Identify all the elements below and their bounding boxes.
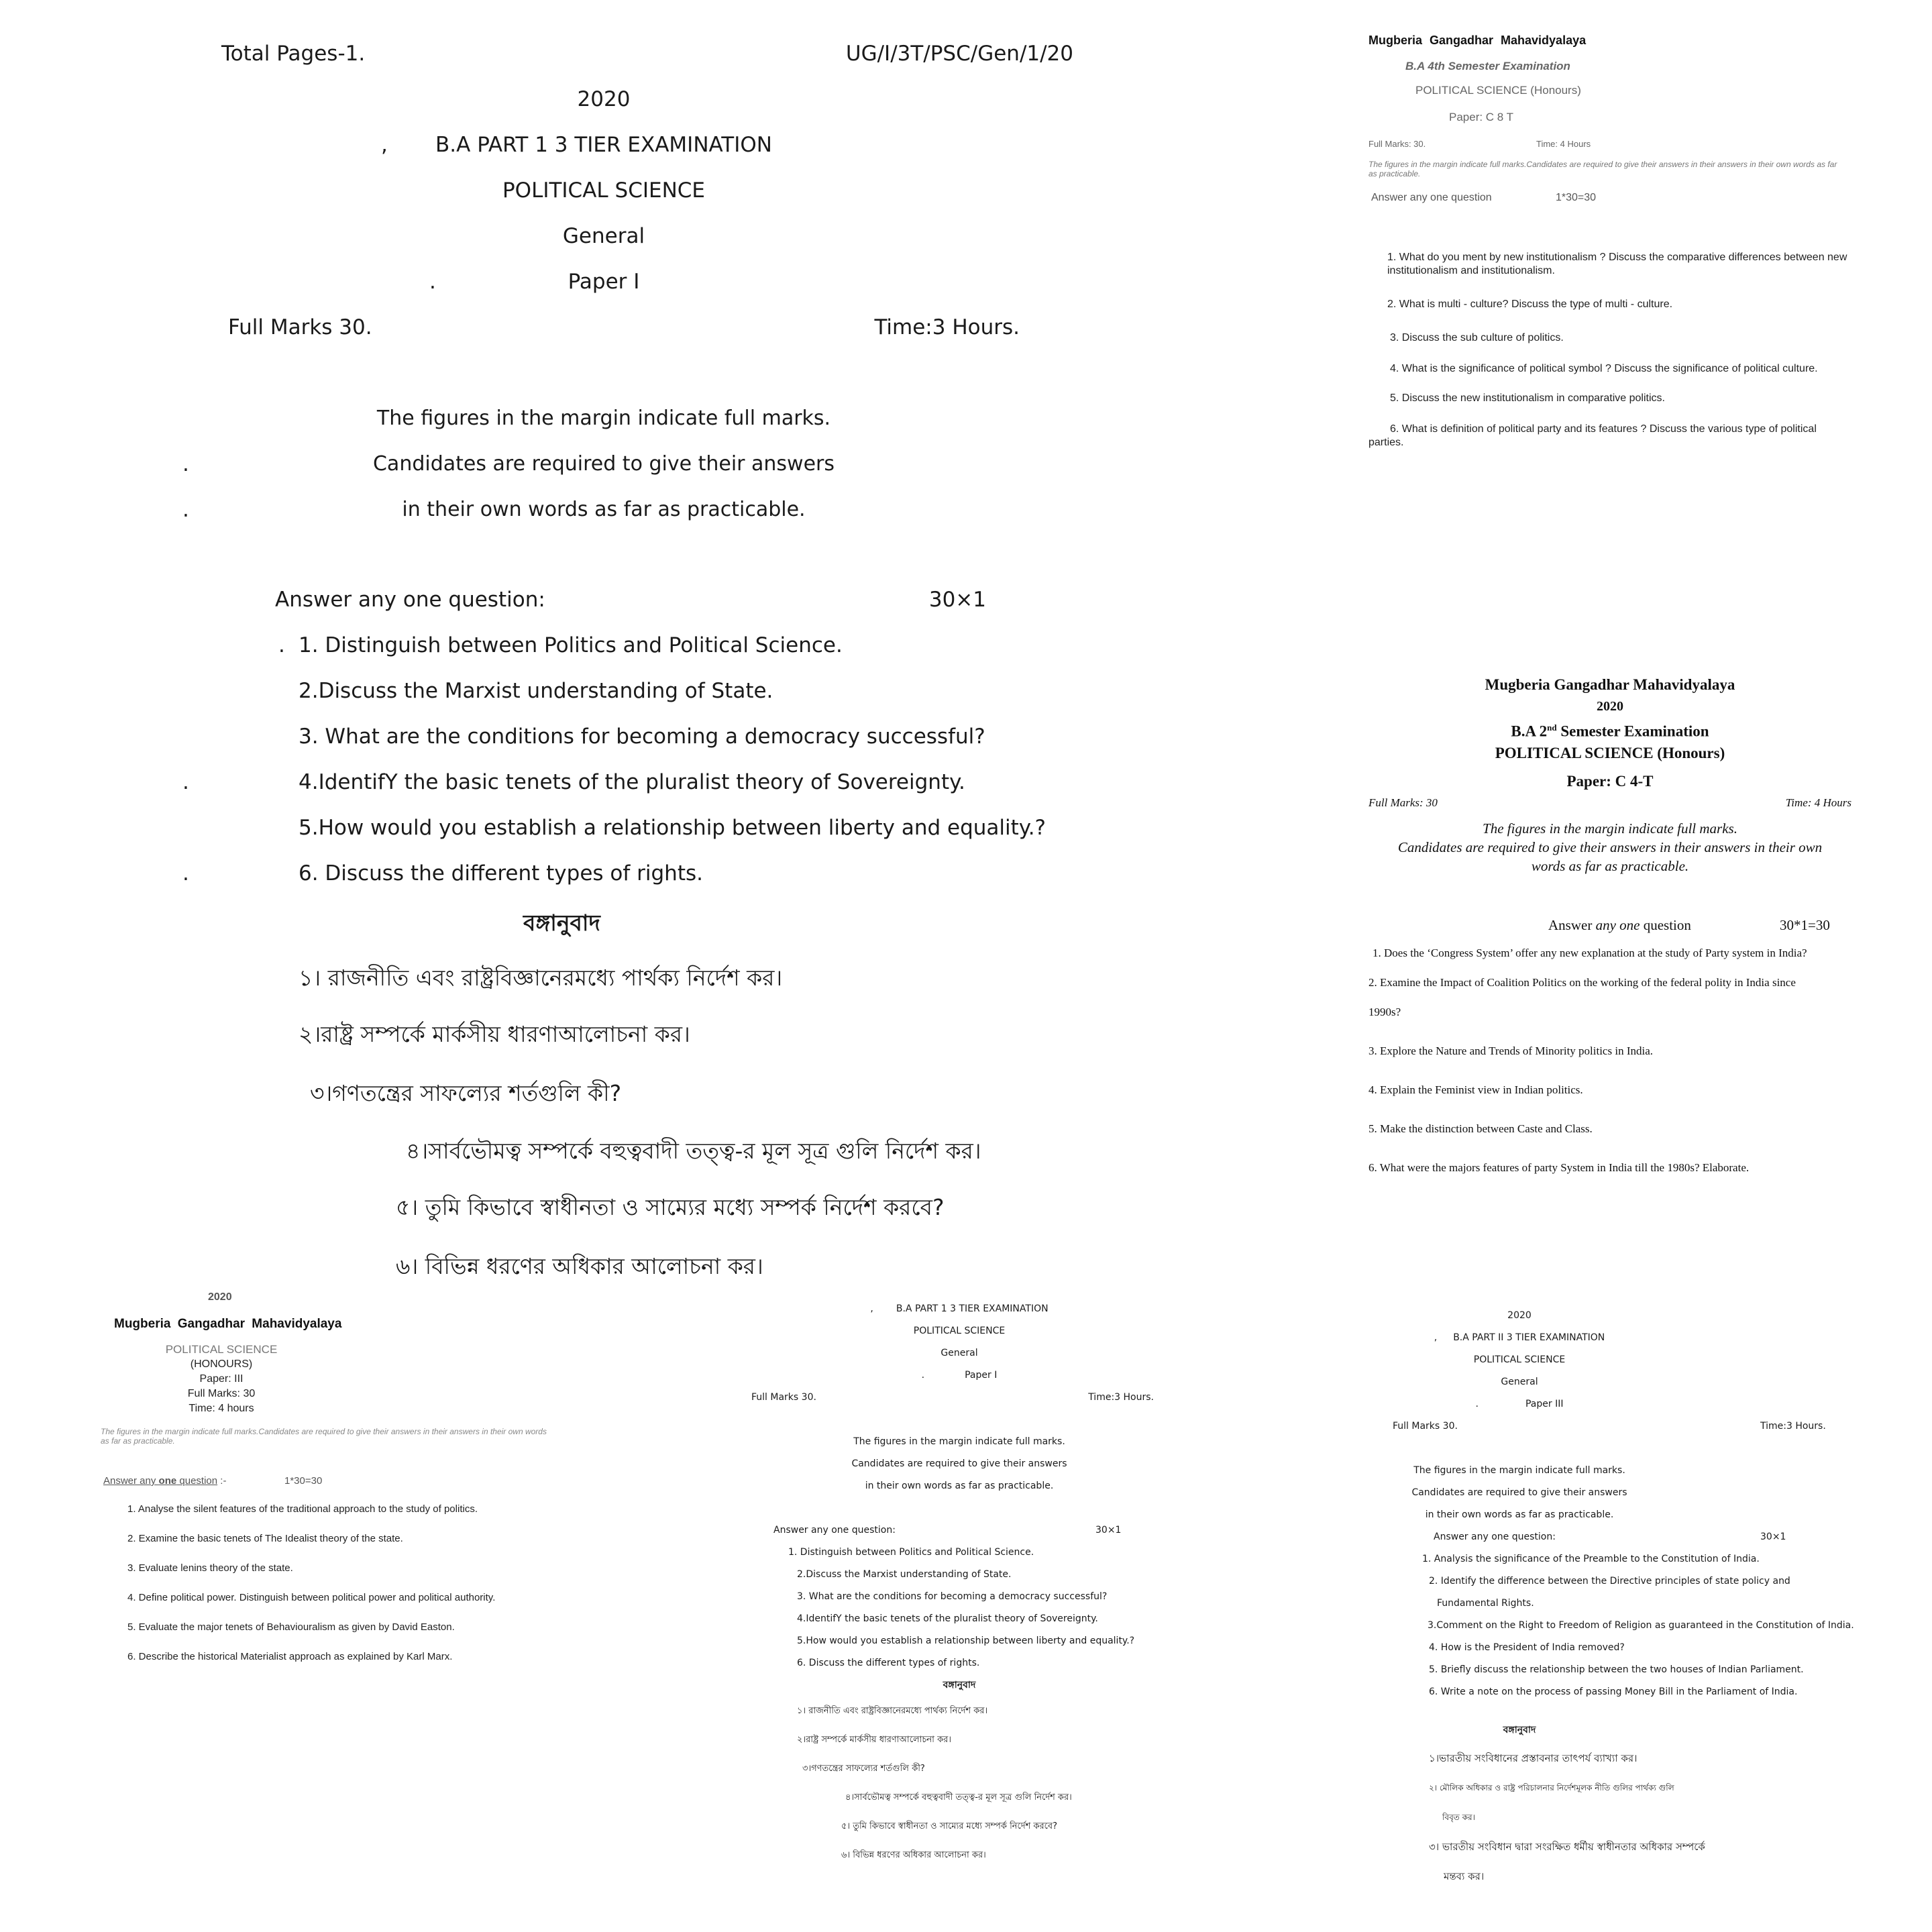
marks-formula: 1*30=30 <box>1556 192 1597 203</box>
bengali-question: ২। মৌলিক অধিকার ও রাষ্ট্র পরিচালনার নির্দেশমূলক নীতি গুলির পার্থক্য গুলি <box>1429 1783 1674 1792</box>
question-item: 3. What are the conditions for becoming a democracy successful? <box>299 724 985 749</box>
year: 2020 <box>208 1291 232 1303</box>
question-item: 3. What are the conditions for becoming a democracy successful? <box>797 1591 1108 1602</box>
instruction-line: Candidates are required to give their answers <box>372 452 835 476</box>
exam-title: , B.A PART 1 3 TIER EXAMINATION <box>870 1303 1049 1314</box>
bengali-question: ৬। বিভিন্ন ধরণের অধিকার আলোচনা কর। <box>396 1253 763 1279</box>
marks-time-row <box>751 1387 1167 1409</box>
marks-time-row <box>1368 139 1905 149</box>
paper-code: UG/I/3T/PSC/Gen/1/20 <box>845 42 1073 66</box>
question-item: 5. Make the distinction between Caste and Class. <box>1368 1122 1593 1135</box>
instruction-line: The figures in the margin indicate full marks. <box>1413 1465 1625 1476</box>
answer-instruction-row <box>275 588 986 612</box>
subject: POLITICAL SCIENCE <box>913 1326 1006 1336</box>
exam-superscript: nd <box>1547 722 1557 733</box>
full-marks: Full Marks: 30 <box>1368 796 1438 809</box>
marks-formula: 1*30=30 <box>284 1475 323 1487</box>
instruction-line: in their own words as far as practicable. <box>1425 1509 1614 1520</box>
question-item: 1. Analyse the silent features of the traditional approach to the study of politics. <box>127 1503 478 1515</box>
header-row <box>221 42 1073 66</box>
bengali-question: ৩।গণতন্ত্রের সাফল্যের শর্তগুলি কী? <box>802 1764 925 1774</box>
subject: POLITICAL SCIENCE (Honours) <box>1415 84 1581 97</box>
stray-dot: . <box>278 633 285 657</box>
full-marks: Full Marks 30. <box>1393 1421 1458 1432</box>
answer-any: Answer any one question: <box>275 588 545 612</box>
exam-paper-honours-paper-3 <box>101 1291 570 1761</box>
college-name: Mugberia Gangadhar Mahavidyalaya <box>114 1317 342 1331</box>
instruction-line: The figures in the margin indicate full marks. <box>1483 820 1737 837</box>
exam-type: General <box>1501 1377 1538 1387</box>
question-item: 6. What were the majors features of party System in India till the 1980s? Elaborate. <box>1368 1161 1750 1174</box>
bengali-question: বিবৃত কর। <box>1442 1813 1475 1822</box>
paper-number: Paper: C 8 T <box>1449 111 1514 123</box>
question-item: 4. How is the President of India removed? <box>1429 1642 1625 1653</box>
exam-time: Time:3 Hours. <box>1760 1421 1826 1432</box>
paper-number: Paper I <box>568 270 640 294</box>
exam-paper-general-paper-3 <box>1368 1305 1905 1922</box>
college-name: Mugberia Gangadhar Mahavidyalaya <box>1485 676 1735 693</box>
bengali-question: ৪।সার্বভৌমত্ব সম্পর্কে বহুত্ববাদী তত্ত্ব-র মূল সূত্র গুলি নির্দেশ কর। <box>845 1792 1072 1803</box>
question-item: 4. Explain the Feminist view in Indian politics. <box>1368 1083 1583 1096</box>
question-item: 5.How would you establish a relationship between liberty and equality.? <box>299 816 1046 840</box>
answer-any: Answer any one question :- <box>103 1475 227 1487</box>
bengali-question: ২।রাষ্ট্র সম্পর্কে মার্কসীয় ধারণাআলোচনা কর। <box>299 1021 690 1047</box>
answer-instruction-row <box>1368 1526 1905 1548</box>
instruction-line: Candidates are required to give their answers <box>851 1458 1067 1469</box>
exam-type: General <box>941 1348 978 1358</box>
bengali-question: ১। রাজনীতি এবং রাষ্ট্রবিজ্ঞানেরমধ্যে পার্থক্য নির্দেশ কর। <box>299 965 783 991</box>
bengali-question: ২।রাষ্ট্র সম্পর্কে মার্কসীয় ধারণাআলোচনা কর। <box>797 1735 951 1745</box>
marks-time-row <box>1368 796 1851 810</box>
instruction-line: Candidates are required to give their answers in their answers in their own <box>1397 839 1823 855</box>
exam-time: Time: 4 Hours <box>1785 796 1851 809</box>
exam-paper-general-paper-1 <box>0 0 1342 1295</box>
question-item: 2. Examine the basic tenets of The Idealist theory of the state. <box>127 1533 403 1544</box>
answer-instruction-row <box>773 1519 1167 1542</box>
question-item: 6. What is definition of political party and its features ? Discuss the various type of political parties. <box>1368 423 1817 448</box>
answer-instruction-row <box>1368 917 1851 934</box>
question-item: 5. Evaluate the major tenets of Behaviouralism as given by David Easton. <box>127 1621 455 1633</box>
bengali-heading: বঙ্গানুবাদ <box>943 1680 976 1690</box>
answer-instruction-row <box>103 1475 570 1487</box>
bengali-question: ১। রাজনীতি এবং রাষ্ট্রবিজ্ঞানেরমধ্যে পার্থক্য নির্দেশ কর। <box>797 1706 988 1716</box>
bengali-question: ১।ভারতীয় সংবিধানের প্রস্তাবনার তাৎপর্য ব্যাখ্যা কর। <box>1429 1752 1638 1764</box>
subject: POLITICAL SCIENCE <box>502 178 706 203</box>
answer-any: Answer any one question <box>1548 916 1691 933</box>
question-item: 3. Discuss the sub culture of politics. <box>1390 332 1564 343</box>
stray-dot: . <box>182 770 189 794</box>
exam-title <box>1368 717 1851 743</box>
question-item: 6. Discuss the different types of rights. <box>299 861 703 885</box>
bengali-heading: বঙ্গানুবাদ <box>1503 1725 1536 1735</box>
marks-formula: 30×1 <box>928 588 986 612</box>
question-item: 1. What do you ment by new institutionalism ? Discuss the comparative differences between new institutionalism and institutionalism. <box>1387 252 1847 276</box>
instruction-line: words as far as practicable. <box>1531 857 1689 874</box>
total-pages: Total Pages-1. <box>221 42 366 66</box>
paper-number: Paper: III <box>199 1373 244 1385</box>
instruction-line: Candidates are required to give their answers <box>1411 1487 1627 1498</box>
exam-time: Time: 4 Hours <box>1536 139 1591 149</box>
bengali-question: মন্তব্য কর। <box>1444 1870 1485 1882</box>
instructions: The figures in the margin indicate full marks.Candidates are required to give their answers in their answers in their own words as far as practicable. <box>1368 160 1837 178</box>
subject: POLITICAL SCIENCE <box>1473 1354 1566 1365</box>
bengali-question: ৬। বিভিন্ন ধরণের অধিকার আলোচনা কর। <box>841 1850 986 1860</box>
full-marks: Full Marks: 30. <box>1368 139 1426 149</box>
stray-comma: , <box>381 133 388 157</box>
question-item: 4. What is the significance of political symbol ? Discuss the significance of political culture. <box>1390 363 1818 374</box>
question-item: 4.IdentifY the basic tenets of the pluralist theory of Sovereignty. <box>299 770 965 794</box>
paper-number: Paper: C 4-T <box>1566 772 1654 790</box>
marks-formula: 30×1 <box>1760 1532 1786 1542</box>
exam-prefix: B.A 2 <box>1511 722 1548 740</box>
stray-comma: , <box>1434 1332 1438 1343</box>
question-item: 5. Discuss the new institutionalism in comparative politics. <box>1390 392 1665 404</box>
stray-dot: . <box>1475 1399 1479 1409</box>
marks-formula: 30*1=30 <box>1780 916 1830 933</box>
instruction-line: The figures in the margin indicate full marks. <box>853 1436 1065 1447</box>
exam-time: Time: 4 hours <box>189 1403 254 1414</box>
exam-title: B.A PART 1 3 TIER EXAMINATION <box>435 133 772 157</box>
question-item: 2. Identify the difference between the Directive principles of state policy and <box>1429 1576 1790 1587</box>
marks-time-row <box>1368 1415 1905 1438</box>
instruction-line: in their own words as far as practicable. <box>865 1481 1054 1491</box>
question-item: 3. Evaluate lenins theory of the state. <box>127 1562 293 1574</box>
question-item: 1. Analysis the significance of the Preamble to the Constitution of India. <box>1422 1554 1760 1564</box>
question-item: 6. Describe the historical Materialist approach as explained by Karl Marx. <box>127 1651 453 1662</box>
question-item: 6. Discuss the different types of rights. <box>797 1658 980 1668</box>
bengali-question: ৩।গণতন্ত্রের সাফল্যের শর্তগুলি কী? <box>310 1080 622 1106</box>
exam-time: Time:3 Hours. <box>874 315 1020 339</box>
question-item: 2.Discuss the Marxist understanding of State. <box>299 679 773 703</box>
stray-dot: . <box>182 861 189 885</box>
bengali-question: ৪।সার্বভৌমত্ব সম্পর্কে বহুত্ববাদী তত্ত্ব-র মূল সূত্র গুলি নির্দেশ কর। <box>406 1138 981 1164</box>
exam-time: Time:3 Hours. <box>1088 1392 1154 1403</box>
answer-instruction-row <box>1368 192 1905 204</box>
question-item: Fundamental Rights. <box>1437 1598 1534 1609</box>
answer-any: Answer any one question: <box>1434 1532 1556 1542</box>
bengali-question: ৫। তুমি কিভাবে স্বাধীনতা ও সাম্যের মধ্যে সম্পর্ক নির্দেশ করবে? <box>396 1194 945 1220</box>
question-item: 4.IdentifY the basic tenets of the pluralist theory of Sovereignty. <box>797 1613 1098 1624</box>
answer-any: Answer any one question <box>1371 192 1492 203</box>
year: 2020 <box>577 87 631 111</box>
full-marks: Full Marks 30. <box>228 315 372 339</box>
question-item: 1. Does the ‘Congress System’ offer any new explanation at the study of Party system in India? <box>1373 946 1807 959</box>
exam-title: , B.A PART II 3 TIER EXAMINATION <box>1434 1332 1605 1343</box>
year: 2020 <box>1507 1310 1532 1321</box>
instructions: The figures in the margin indicate full marks.Candidates are required to give their answers in their answers in their own words as far as practicable. <box>101 1427 547 1446</box>
stray-dot: . <box>921 1370 925 1381</box>
bengali-question: ৩। ভারতীয় সংবিধান দ্বারা সংরক্ষিত ধর্মীয় স্বাধীনতার অধিকার সম্পর্কে <box>1429 1841 1705 1853</box>
year: 2020 <box>1597 699 1623 714</box>
instruction-line: in their own words as far as practicable. <box>402 498 806 521</box>
answer-any: Answer any one question: <box>773 1525 896 1536</box>
marks-time-row <box>228 315 1020 339</box>
honours: (HONOURS) <box>190 1358 253 1370</box>
stray-comma: , <box>870 1303 873 1314</box>
stray-dot: . <box>429 270 436 294</box>
question-item: 1. Distinguish between Politics and Political Science. <box>299 633 843 657</box>
college-name: Mugberia Gangadhar Mahavidyalaya <box>1368 34 1587 47</box>
stray-dot: . <box>182 452 189 476</box>
question-item: 3. Explore the Nature and Trends of Minority politics in India. <box>1368 1044 1653 1057</box>
subject: POLITICAL SCIENCE (Honours) <box>1495 744 1725 761</box>
exam-type: General <box>562 224 645 248</box>
bengali-heading: বঙ্গানুবাদ <box>523 910 600 936</box>
exam-paper-c4t <box>1368 674 1905 1211</box>
question-item: 6. Write a note on the process of passing Money Bill in the Parliament of India. <box>1429 1686 1798 1697</box>
question-item: 5.How would you establish a relationship between liberty and equality.? <box>797 1635 1135 1646</box>
marks-formula: 30×1 <box>1095 1525 1122 1536</box>
exam-suffix: Semester Examination <box>1556 722 1709 740</box>
stray-dot: . <box>182 498 189 522</box>
paper-number: . Paper I <box>921 1370 998 1381</box>
exam-paper-c8t <box>1368 34 1905 503</box>
bengali-question: ৫। তুমি কিভাবে স্বাধীনতা ও সাম্যের মধ্যে সম্পর্ক নির্দেশ করবে? <box>841 1821 1058 1831</box>
question-item: 1990s? <box>1368 1005 1401 1018</box>
question-item: 5. Briefly discuss the relationship between the two houses of Indian Parliament. <box>1429 1664 1804 1675</box>
instructions <box>1368 819 1851 875</box>
instruction-line: The figures in the margin indicate full marks. <box>376 407 831 430</box>
exam-paper-general-paper-1-copy <box>751 1298 1167 1868</box>
subject: POLITICAL SCIENCE <box>165 1343 278 1356</box>
question-item: 3.Comment on the Right to Freedom of Religion as guaranteed in the Constitution of India. <box>1428 1620 1854 1631</box>
question-item: 2. Examine the Impact of Coalition Politics on the working of the federal polity in India since <box>1368 975 1796 989</box>
full-marks: Full Marks 30. <box>751 1392 816 1403</box>
question-item: 1. Distinguish between Politics and Political Science. <box>788 1547 1034 1558</box>
full-marks: Full Marks: 30 <box>187 1388 256 1399</box>
paper-number: . Paper III <box>1475 1399 1564 1409</box>
question-item: 4. Define political power. Distinguish between political power and political authority. <box>127 1592 496 1603</box>
question-item: 2. What is multi - culture? Discuss the type of multi - culture. <box>1387 299 1673 310</box>
question-item: 2.Discuss the Marxist understanding of State. <box>797 1569 1012 1580</box>
exam-title: B.A 4th Semester Examination <box>1405 60 1570 72</box>
